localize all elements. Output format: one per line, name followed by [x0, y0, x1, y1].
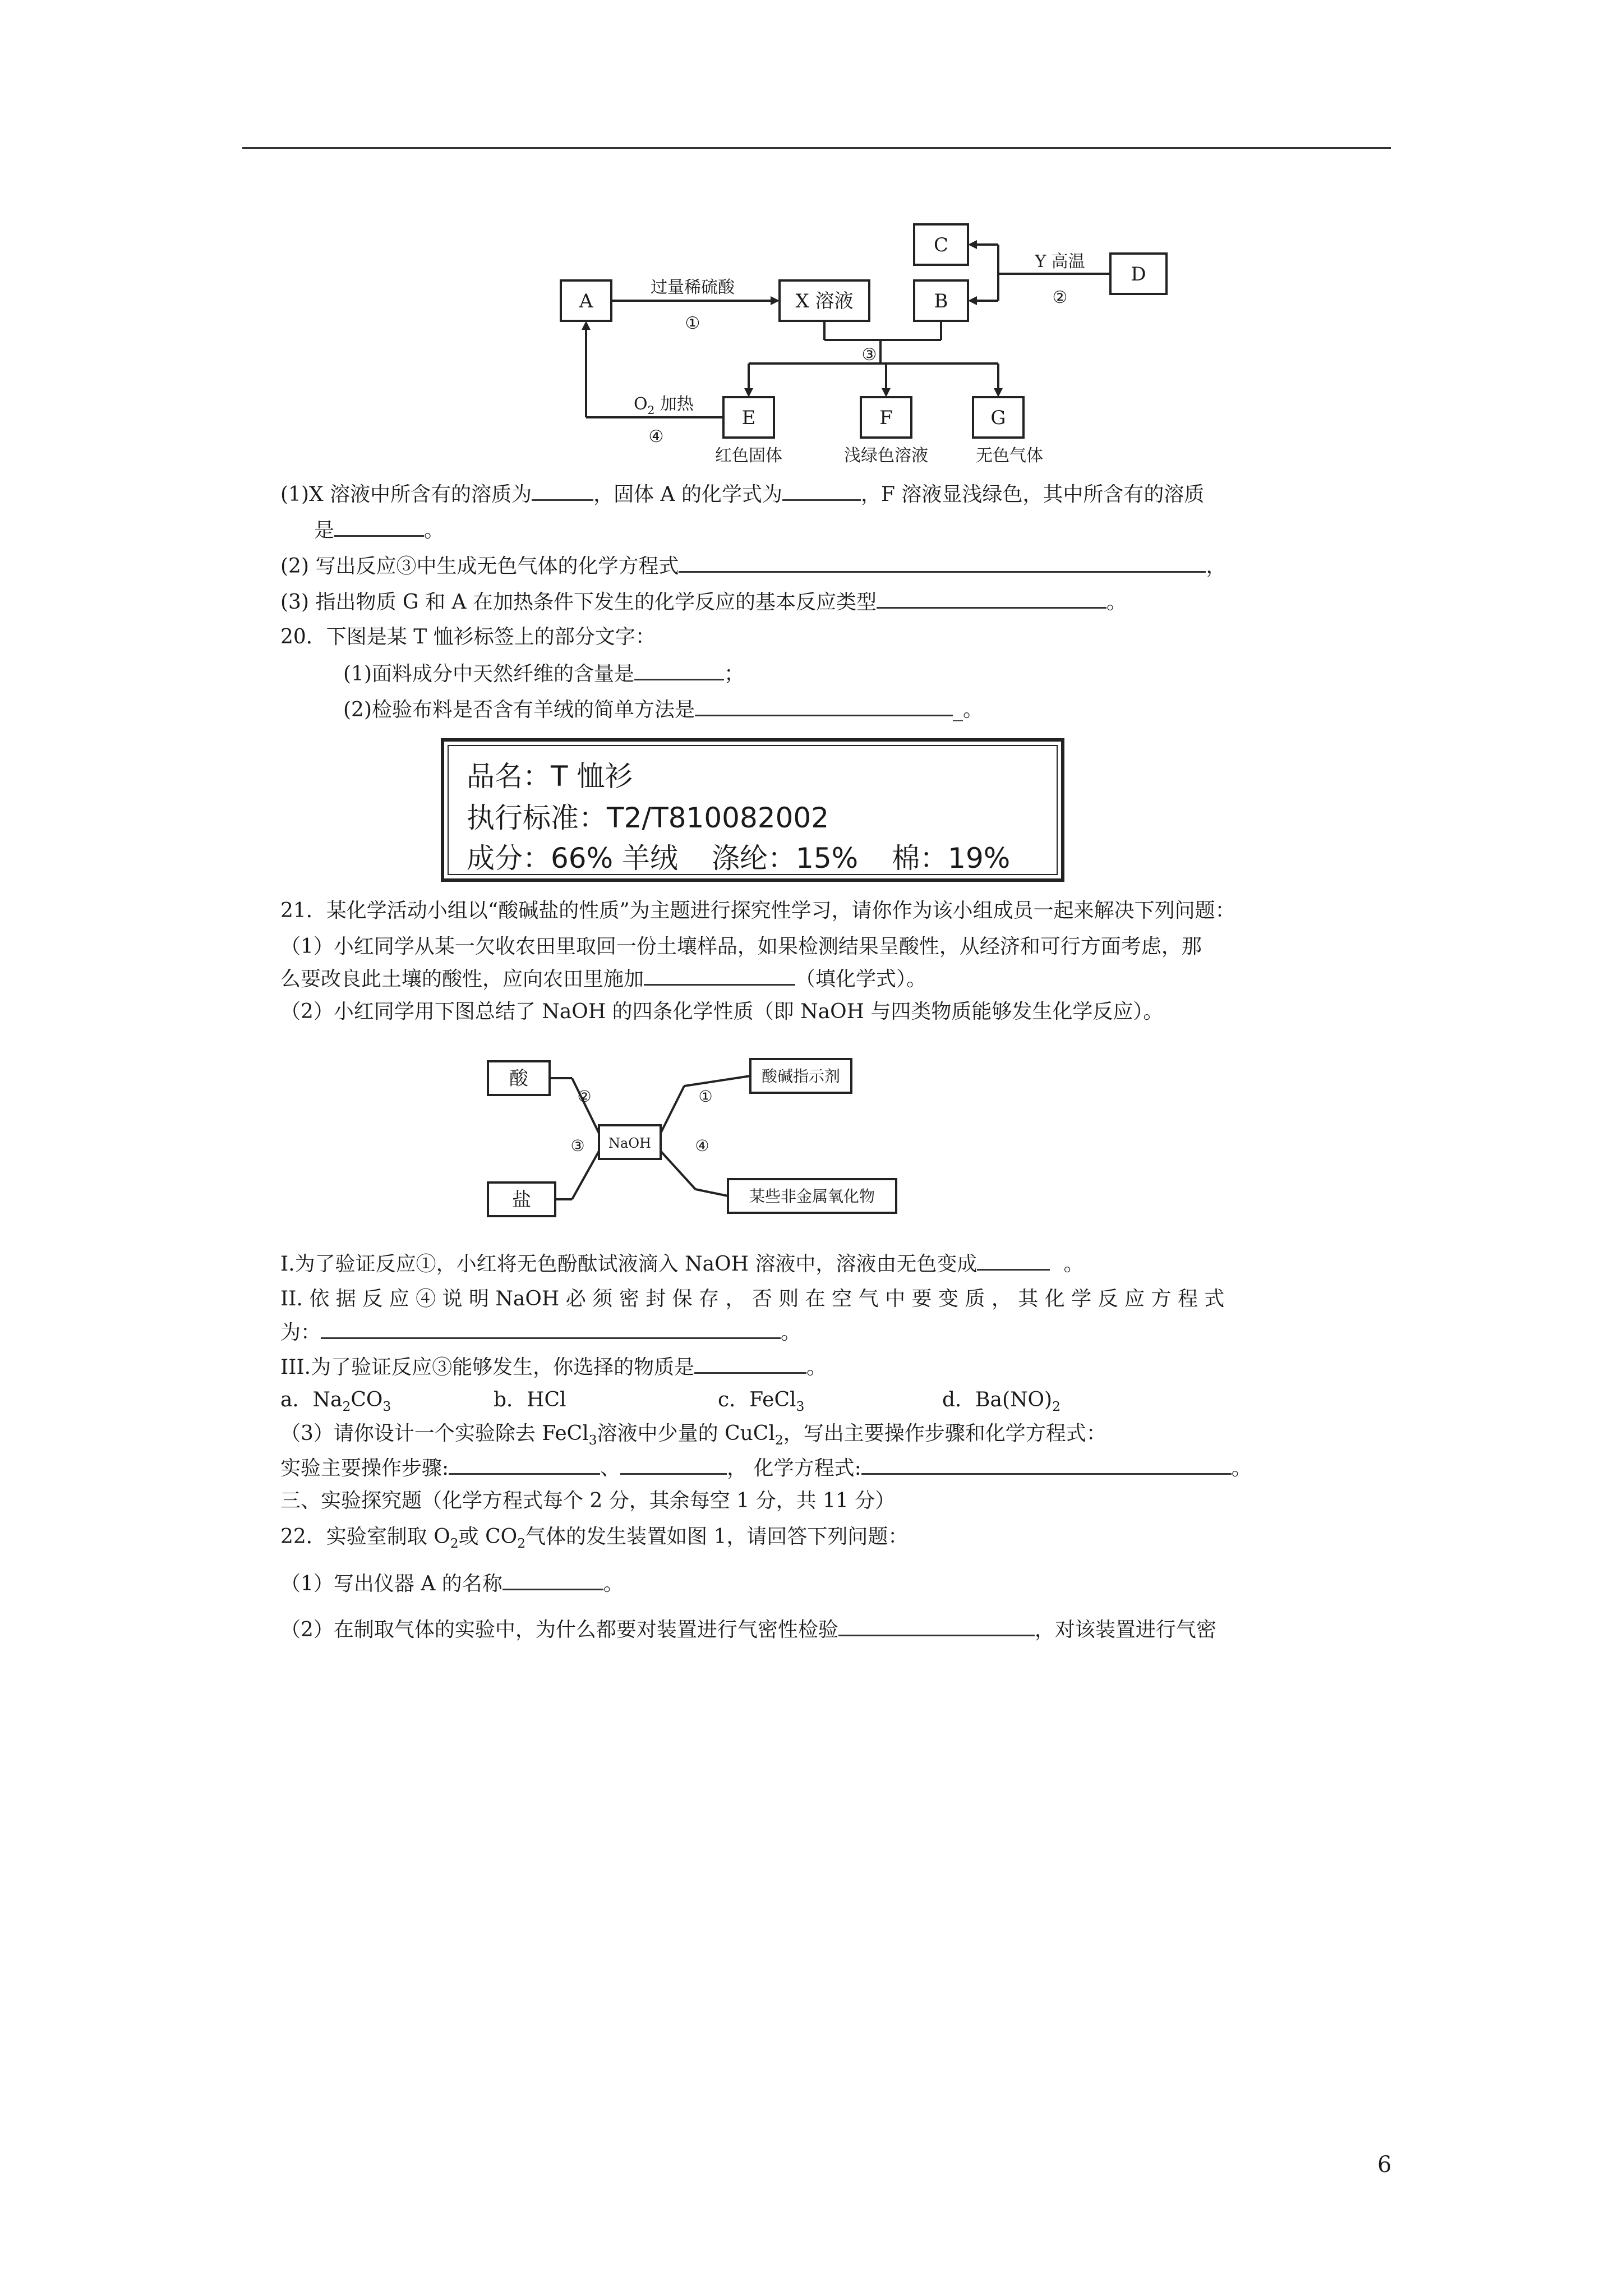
answer-blank[interactable]: [782, 480, 861, 501]
answer-blank[interactable]: [321, 1318, 781, 1339]
q21-p1b: 么要改良此土壤的酸性，应向农田里施加 （填化学式）。: [280, 965, 926, 993]
node-salt: 盐: [512, 1189, 531, 1211]
q19-line1: (1)X 溶液中所含有的溶质为 ，固体 A 的化学式为 ，F 溶液显浅绿色，其中所含有的溶质: [280, 480, 1204, 508]
section-3-heading: 三、实验探究题（化学方程式每个 2 分，其余每空 1 分，共 11 分）: [280, 1489, 896, 1512]
q21-p1a: （1）小红同学从某一欠收农田里取回一份土壤样品，如果检测结果呈酸性，从经济和可行方面考虑，那: [280, 935, 1202, 958]
node-b: B: [934, 290, 948, 312]
node-c: C: [933, 234, 949, 256]
q19-line4: (3) 指出物质 G 和 A 在加热条件下发生的化学反应的基本反应类型 。: [280, 588, 1127, 616]
label-step4: ④: [648, 427, 664, 447]
answer-blank[interactable]: [695, 696, 953, 716]
answer-blank[interactable]: [644, 965, 795, 986]
answer-blank[interactable]: [449, 1454, 600, 1475]
answer-blank[interactable]: [334, 516, 424, 537]
node-naoh: NaOH: [608, 1135, 651, 1151]
q21-title: 21．某化学活动小组以“酸碱盐的性质”为主题进行探究性学习，请你作为该小组成员一起来解决下列问题：: [280, 899, 1235, 922]
q20-line2: (2)检验布料是否含有羊绒的简单方法是 _。: [343, 696, 983, 724]
q22-line2: （2）在制取气体的实验中，为什么都要对装置进行气密性检验 ，对该装置进行气密: [280, 1616, 1216, 1644]
answer-blank[interactable]: [694, 1353, 806, 1374]
q19-line2: 是 。: [314, 516, 444, 544]
node-d: D: [1131, 263, 1146, 286]
label-y-high-temp: Y 高温: [1035, 252, 1085, 272]
node-nonmetal-oxide: 某些非金属氧化物: [749, 1187, 875, 1205]
node-acid: 酸: [509, 1068, 528, 1090]
tag-standard: 执行标准：T2/T810082002: [467, 802, 829, 834]
label-step1: ①: [685, 314, 700, 333]
answer-blank[interactable]: [634, 660, 724, 680]
node-f: F: [879, 407, 893, 429]
label-e-desc: 红色固体: [715, 446, 782, 466]
label-g-desc: 无色气体: [976, 446, 1043, 466]
node-g: G: [990, 407, 1006, 429]
label-f-desc: 浅绿色溶液: [844, 446, 928, 466]
q20-title: 20．下图是某 T 恤衫标签上的部分文字：: [280, 625, 656, 648]
node-a: A: [579, 290, 593, 312]
answer-blank[interactable]: [861, 1454, 1232, 1475]
node-indicator: 酸碱指示剂: [761, 1067, 841, 1085]
q21-p3-steps: 实验主要操作步骤: 、 ， 化学方程式: 。: [280, 1454, 1252, 1482]
node-x: X 溶液: [795, 290, 854, 312]
answer-blank[interactable]: [877, 588, 1106, 609]
q20-line1: (1)面料成分中天然纤维的含量是 ；: [343, 660, 744, 688]
q21-ii: II. 依 据 反 应 ④ 说 明 NaOH 必 须 密 封 保 存 ， 否 则 在 空 气 中 要 变 质 ， 其 化 学 反 应 方 程 式: [280, 1287, 1225, 1310]
tshirt-tag: [441, 738, 1064, 882]
q21-ii-b: 为： 。: [280, 1318, 801, 1346]
reaction-flow-diagram: [555, 219, 1189, 477]
tag-composition: 成分：66% 羊绒 涤纶：15% 棉：19%: [467, 842, 1011, 875]
q21-p3: （3）请你设计一个实验除去 FeCl$_3$溶液中少量的 CuCl$_2$，写出主要操作步骤和化学方程式：: [280, 1422, 1106, 1448]
answer-blank[interactable]: [620, 1454, 727, 1475]
label-n2: ②: [577, 1087, 592, 1106]
option-d: d．$Ba(NO)_2$: [942, 1388, 1061, 1415]
q21-i: I.为了验证反应①，小红将无色酚酞试液滴入 NaOH 溶液中，溶液由无色变成 。: [280, 1250, 1083, 1278]
label-step2: ②: [1052, 288, 1068, 307]
option-c: c．FeCl$_3$: [718, 1388, 805, 1415]
label-step3: ③: [861, 345, 877, 365]
page-number: 6: [1377, 2152, 1392, 2178]
q21-iii: III.为了验证反应③能够发生，你选择的物质是 。: [280, 1353, 827, 1381]
answer-blank[interactable]: [838, 1616, 1035, 1636]
header-rule: [242, 147, 1391, 149]
q22-line1: （1）写出仪器 A 的名称 。: [280, 1570, 624, 1598]
q21-options: [280, 1387, 1061, 1420]
label-n3: ③: [570, 1137, 585, 1155]
answer-blank[interactable]: [977, 1250, 1050, 1271]
naoh-properties-diagram: [482, 1055, 909, 1223]
label-n4: ④: [695, 1137, 709, 1155]
q19-line3: (2) 写出反应③中生成无色气体的化学方程式 ，: [280, 552, 1226, 580]
node-e: E: [741, 407, 756, 429]
q21-p2: （2）小红同学用下图总结了 NaOH 的四条化学性质（即 NaOH 与四类物质能够发生化学反应）。: [280, 1000, 1164, 1023]
q22-title: 22．实验室制取 $O_2$或 $CO_2$气体的发生装置如图 1，请回答下列问题：: [280, 1525, 909, 1552]
label-o2-heat: $O_2$ 加热: [634, 394, 694, 417]
option-b: b．HCl: [494, 1388, 566, 1411]
tag-product-name: 品名：T 恤衫: [467, 760, 633, 793]
label-n1: ①: [698, 1087, 713, 1106]
option-a: a．$Na_2CO_3$: [280, 1388, 391, 1415]
answer-blank[interactable]: [532, 480, 593, 501]
answer-blank[interactable]: [502, 1570, 603, 1590]
answer-blank[interactable]: [679, 552, 1206, 573]
label-excess-acid: 过量稀硫酸: [651, 278, 735, 297]
